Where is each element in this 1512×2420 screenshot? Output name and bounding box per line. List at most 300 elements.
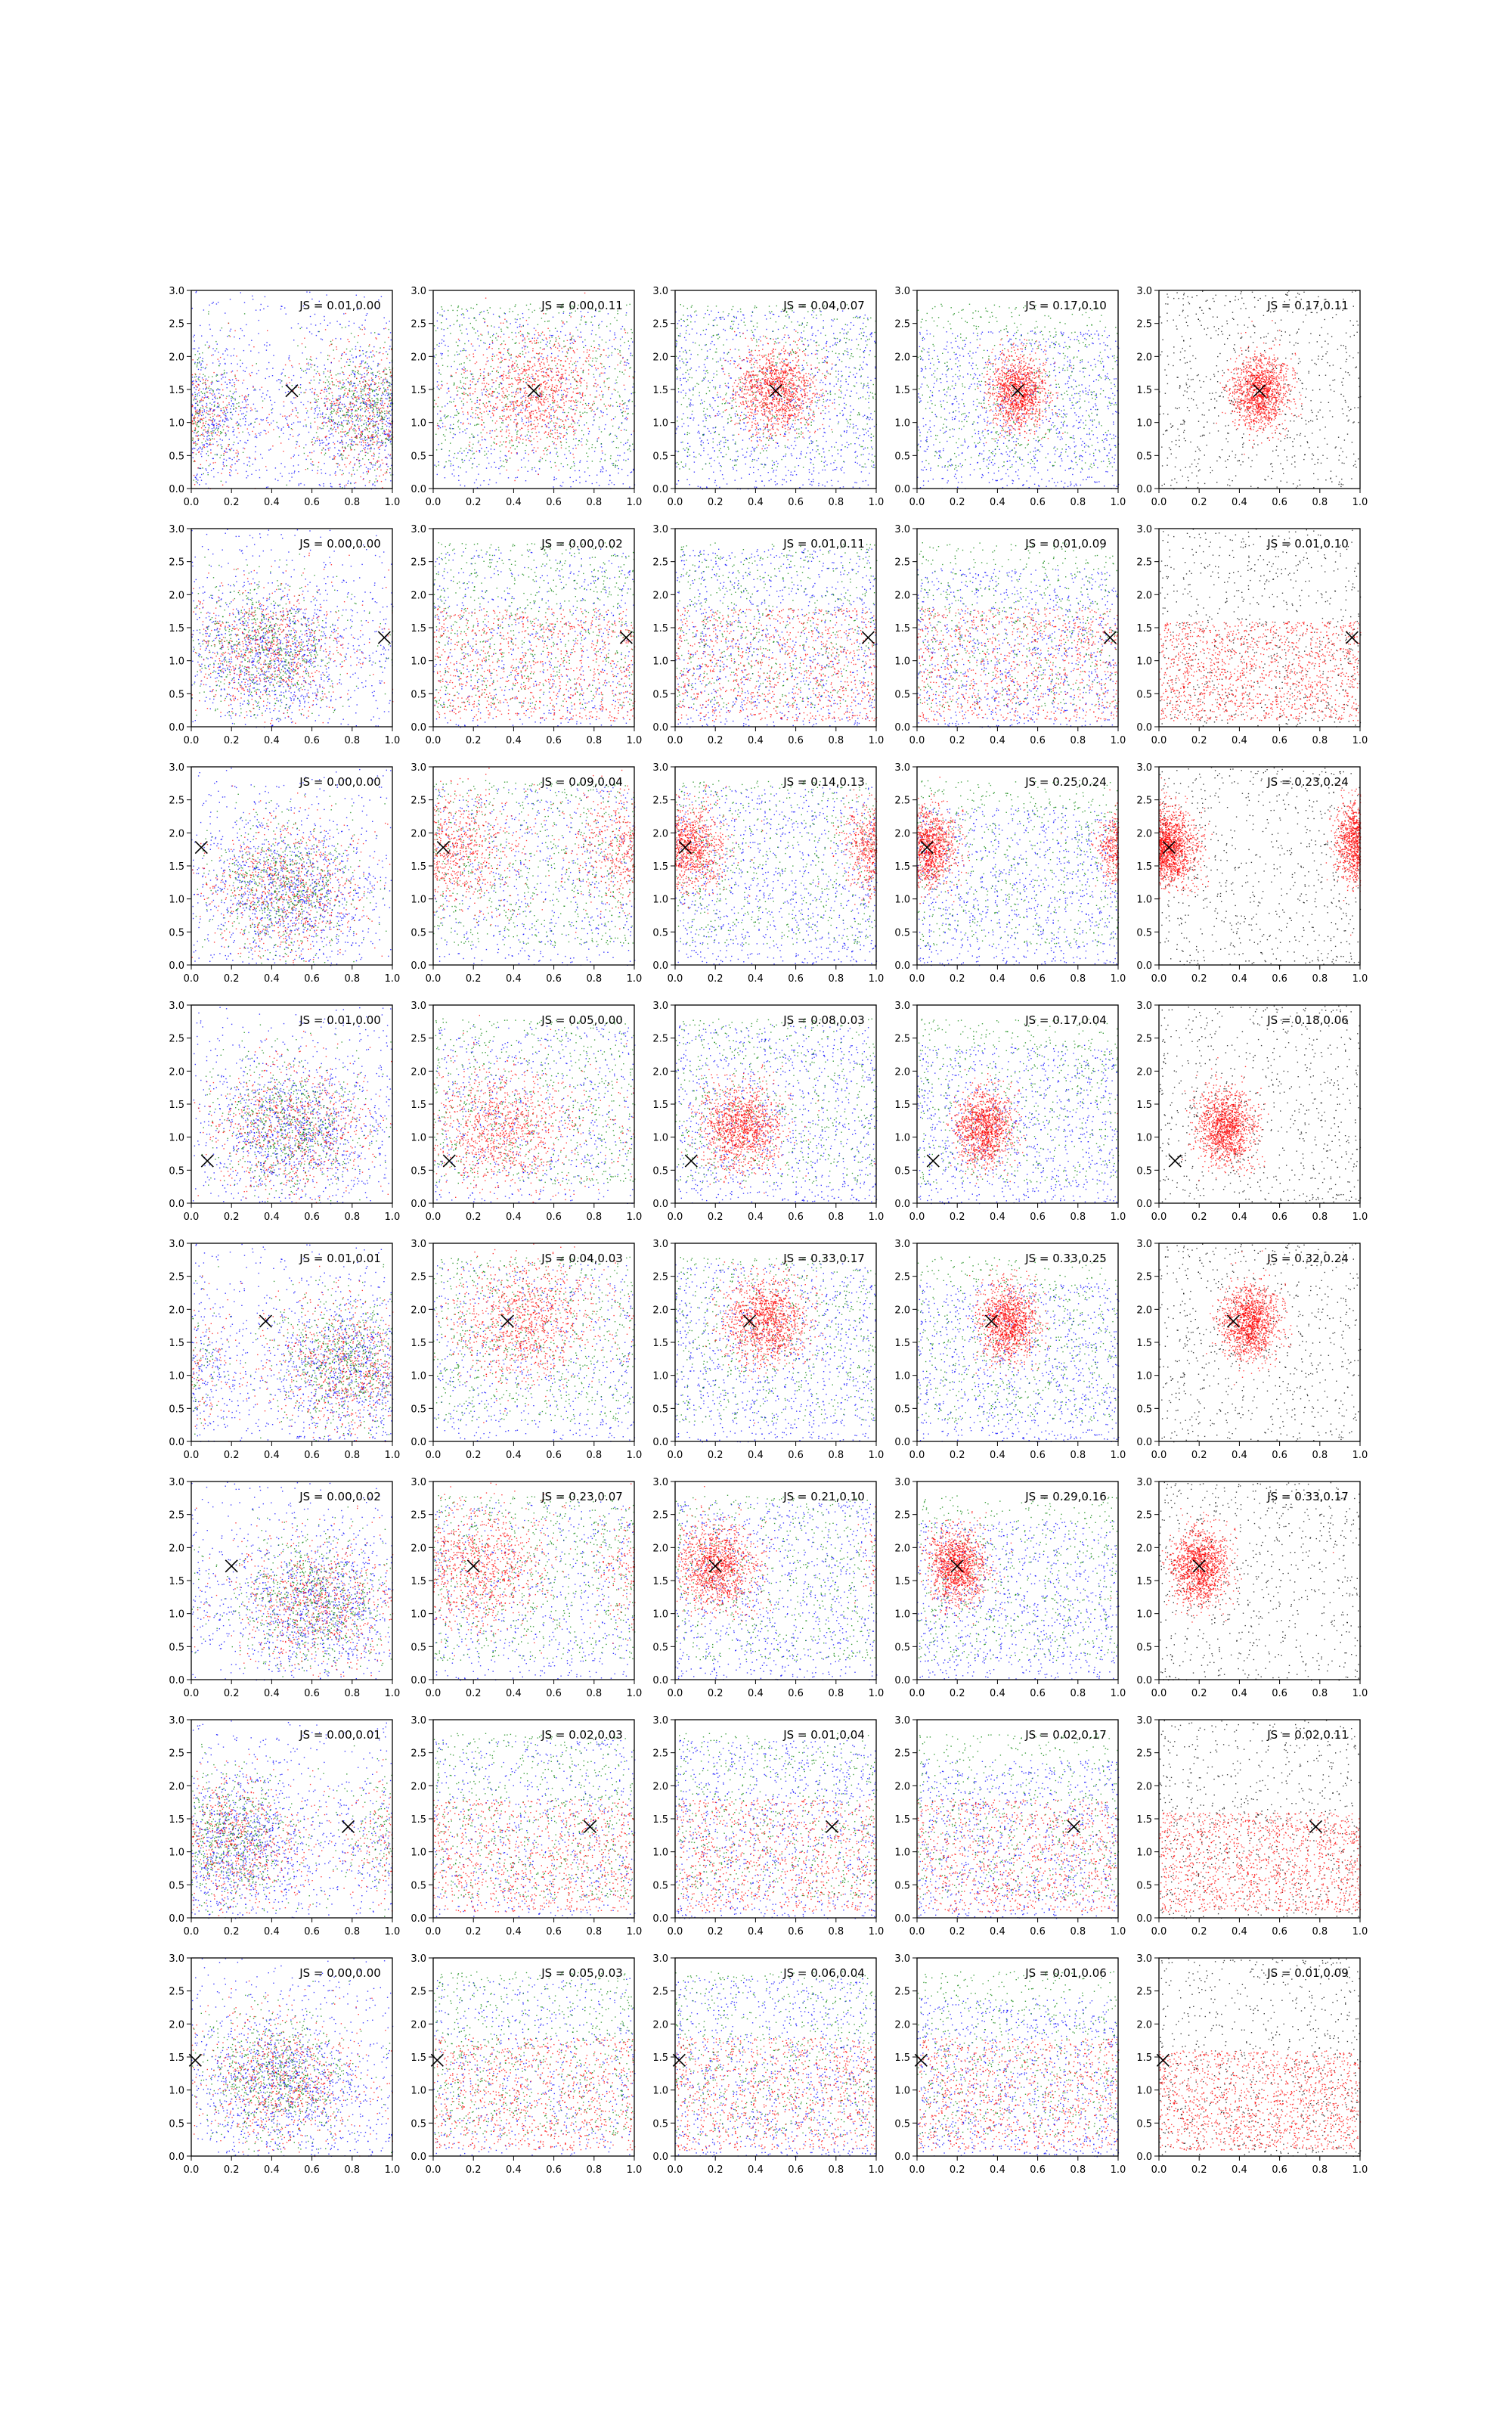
data-point xyxy=(197,384,198,385)
data-point xyxy=(237,473,238,474)
data-point xyxy=(203,473,204,474)
data-point xyxy=(369,386,370,387)
data-point xyxy=(310,423,311,424)
data-point xyxy=(361,391,362,392)
data-point xyxy=(385,457,386,458)
data-point xyxy=(335,423,336,424)
y-tick-label: 0.5 xyxy=(169,451,184,462)
data-point xyxy=(218,435,219,436)
data-point xyxy=(255,451,256,452)
data-point xyxy=(339,424,340,425)
data-point xyxy=(366,315,367,316)
data-point xyxy=(343,420,344,421)
data-point xyxy=(314,370,315,371)
data-point xyxy=(385,479,386,480)
data-point xyxy=(390,480,391,481)
data-point xyxy=(247,464,248,465)
data-point xyxy=(310,426,311,427)
data-point xyxy=(207,380,208,381)
data-point xyxy=(373,406,374,407)
data-point xyxy=(227,418,228,419)
data-point xyxy=(194,363,195,364)
data-point xyxy=(236,391,237,392)
data-point xyxy=(271,409,272,410)
data-point xyxy=(333,401,334,402)
data-point xyxy=(237,428,238,429)
data-point xyxy=(327,359,328,360)
data-point xyxy=(228,427,229,428)
data-point xyxy=(223,453,224,454)
data-point xyxy=(233,398,234,399)
data-point xyxy=(272,445,273,446)
data-point xyxy=(355,396,356,397)
data-point xyxy=(197,444,198,445)
data-point xyxy=(267,330,268,331)
data-point xyxy=(196,402,197,403)
data-point xyxy=(205,380,206,381)
data-point xyxy=(314,314,315,315)
data-point xyxy=(205,423,206,424)
data-point xyxy=(331,420,332,421)
data-point xyxy=(385,442,386,443)
data-point xyxy=(373,453,374,454)
data-point xyxy=(224,358,225,359)
data-point xyxy=(331,392,332,393)
data-point xyxy=(388,454,389,455)
data-point xyxy=(226,372,227,373)
data-point xyxy=(199,413,200,414)
data-point xyxy=(192,394,193,395)
data-point xyxy=(212,382,213,383)
data-point xyxy=(192,395,193,396)
data-point xyxy=(238,424,239,425)
data-point xyxy=(357,438,358,439)
data-point xyxy=(365,427,366,428)
data-point xyxy=(375,375,376,376)
data-point xyxy=(331,378,332,379)
data-point xyxy=(372,407,373,408)
data-point xyxy=(238,402,239,403)
data-point xyxy=(213,427,214,428)
data-point xyxy=(225,451,226,452)
data-point xyxy=(328,381,329,382)
data-point xyxy=(391,443,392,444)
data-point xyxy=(373,426,374,427)
data-point xyxy=(368,398,369,399)
data-point xyxy=(366,424,367,425)
data-point xyxy=(208,398,209,399)
data-point xyxy=(384,413,385,414)
data-point xyxy=(346,442,347,443)
data-point xyxy=(258,370,259,371)
data-point xyxy=(339,450,340,451)
data-point xyxy=(200,454,201,455)
data-point xyxy=(260,454,261,455)
data-point xyxy=(321,452,322,453)
data-point xyxy=(376,395,377,396)
data-point xyxy=(323,448,324,449)
data-point xyxy=(374,332,375,333)
data-point xyxy=(228,323,229,324)
data-point xyxy=(234,384,235,385)
data-point xyxy=(365,380,366,381)
data-point xyxy=(199,484,200,485)
data-point xyxy=(196,381,197,382)
data-point xyxy=(371,434,372,435)
data-point xyxy=(213,391,214,392)
data-point xyxy=(225,418,226,419)
data-point xyxy=(374,464,375,465)
data-point xyxy=(206,397,207,398)
data-point xyxy=(293,397,294,398)
data-point xyxy=(343,395,344,396)
data-point xyxy=(305,408,306,409)
data-point xyxy=(385,327,386,328)
data-point xyxy=(368,404,369,405)
data-point xyxy=(197,393,198,394)
data-point xyxy=(232,414,233,415)
data-point xyxy=(208,455,209,456)
data-point xyxy=(354,473,355,474)
data-point xyxy=(367,468,368,469)
data-point xyxy=(384,403,385,404)
data-point xyxy=(331,413,332,414)
y-tick-label: 3.0 xyxy=(169,286,184,297)
data-point xyxy=(279,389,280,390)
data-point xyxy=(369,431,370,432)
data-point xyxy=(261,419,262,420)
data-point xyxy=(213,418,214,419)
data-point xyxy=(379,352,380,353)
data-point xyxy=(299,394,300,395)
data-point xyxy=(329,399,330,400)
data-point xyxy=(255,436,256,437)
data-point xyxy=(226,460,227,461)
data-point xyxy=(365,442,366,443)
data-point xyxy=(332,384,333,385)
data-point xyxy=(192,452,193,453)
data-point xyxy=(330,419,331,420)
data-point xyxy=(384,419,385,420)
y-tick-label: 3.0 xyxy=(411,286,426,297)
data-point xyxy=(325,453,326,454)
data-point xyxy=(345,313,346,314)
data-point xyxy=(300,328,301,329)
data-point xyxy=(262,392,263,393)
data-point xyxy=(385,395,386,396)
data-point xyxy=(381,441,382,442)
data-point xyxy=(311,407,312,408)
data-point xyxy=(247,399,248,400)
data-point xyxy=(359,406,360,407)
data-point xyxy=(192,431,193,432)
data-point xyxy=(238,380,239,381)
data-point xyxy=(222,420,223,421)
data-point xyxy=(226,426,227,427)
data-point xyxy=(312,464,313,465)
y-tick-label: 0.5 xyxy=(411,451,426,462)
data-point xyxy=(194,460,195,461)
data-point xyxy=(281,380,282,381)
data-point xyxy=(319,427,320,428)
data-point xyxy=(390,468,391,469)
data-point xyxy=(238,406,239,407)
data-point xyxy=(247,429,248,430)
data-point xyxy=(206,460,207,461)
data-point xyxy=(348,378,349,379)
data-point xyxy=(341,454,342,455)
data-point xyxy=(194,362,195,363)
data-point xyxy=(373,409,374,410)
x-tick-label: 0.0 xyxy=(184,497,200,508)
data-point xyxy=(369,438,370,439)
data-point xyxy=(298,464,299,465)
data-point xyxy=(366,409,367,410)
data-point xyxy=(328,449,329,450)
y-tick-label: 0.0 xyxy=(169,484,184,495)
data-point xyxy=(192,448,193,449)
data-point xyxy=(361,324,362,325)
data-point xyxy=(358,397,359,398)
data-point xyxy=(263,419,264,420)
data-point xyxy=(344,434,345,435)
data-point xyxy=(391,384,392,385)
data-point xyxy=(209,390,210,391)
data-point xyxy=(195,441,196,442)
data-point xyxy=(387,435,388,436)
data-point xyxy=(376,404,377,405)
data-point xyxy=(360,403,361,404)
data-point xyxy=(377,462,378,463)
data-point xyxy=(246,477,247,478)
y-tick-label: 1.5 xyxy=(411,385,426,396)
data-point xyxy=(195,476,196,477)
data-point xyxy=(214,420,215,421)
data-point xyxy=(377,480,378,481)
data-point xyxy=(378,416,379,417)
data-point xyxy=(292,367,293,368)
data-point xyxy=(205,427,206,428)
data-point xyxy=(346,361,347,362)
data-point xyxy=(350,403,351,404)
data-point xyxy=(197,359,198,360)
data-point xyxy=(365,485,366,486)
data-point xyxy=(352,370,353,371)
data-point xyxy=(317,371,318,372)
data-point xyxy=(357,342,358,343)
data-point xyxy=(230,450,231,451)
data-point xyxy=(332,398,333,399)
data-point xyxy=(226,448,227,449)
data-point xyxy=(320,392,321,393)
x-tick-label: 0.4 xyxy=(506,497,522,508)
data-point xyxy=(371,356,372,357)
data-point xyxy=(308,432,309,433)
data-point xyxy=(293,375,294,376)
data-point xyxy=(212,390,213,391)
data-point xyxy=(384,382,385,383)
data-point xyxy=(253,389,254,390)
data-point xyxy=(389,411,390,412)
data-point xyxy=(332,421,333,422)
data-point xyxy=(298,471,299,472)
data-point xyxy=(212,444,213,445)
data-point xyxy=(212,430,213,431)
data-point xyxy=(369,406,370,407)
data-point xyxy=(233,450,234,451)
data-point xyxy=(260,309,261,310)
data-point xyxy=(330,344,331,345)
data-point xyxy=(354,416,355,417)
data-point xyxy=(342,384,343,385)
data-point xyxy=(343,415,344,416)
data-point xyxy=(193,348,194,349)
data-point xyxy=(214,414,215,415)
data-point xyxy=(384,391,385,392)
data-point xyxy=(196,481,197,482)
data-point xyxy=(349,359,350,360)
data-point xyxy=(201,474,202,475)
data-point xyxy=(204,393,205,394)
data-point xyxy=(354,405,355,406)
data-point xyxy=(334,443,335,444)
data-point xyxy=(331,486,332,487)
data-point xyxy=(369,428,370,429)
data-point xyxy=(379,453,380,454)
data-point xyxy=(202,412,203,413)
data-point xyxy=(322,428,323,429)
data-point xyxy=(255,389,256,390)
data-point xyxy=(338,422,339,423)
data-point xyxy=(230,469,231,470)
data-point xyxy=(301,370,302,371)
data-point xyxy=(329,387,330,388)
data-point xyxy=(334,410,335,411)
data-point xyxy=(272,408,273,409)
data-point xyxy=(209,440,210,441)
data-point xyxy=(197,449,198,450)
data-point xyxy=(230,417,231,418)
data-point xyxy=(380,388,381,389)
data-point xyxy=(317,440,318,441)
data-point xyxy=(252,431,253,432)
data-point xyxy=(268,449,269,450)
data-point xyxy=(343,473,344,474)
data-point xyxy=(369,392,370,393)
data-point xyxy=(388,411,389,412)
data-point xyxy=(206,387,207,388)
y-tick-label: 0.0 xyxy=(411,484,426,495)
data-point xyxy=(284,415,285,416)
data-point xyxy=(197,431,198,432)
data-point xyxy=(199,362,200,363)
data-point xyxy=(365,440,366,441)
data-point xyxy=(330,403,331,404)
data-point xyxy=(368,392,369,393)
data-point xyxy=(367,410,368,411)
data-point xyxy=(391,400,392,401)
data-point xyxy=(360,415,361,416)
data-point xyxy=(322,416,323,417)
data-point xyxy=(208,474,209,475)
data-point xyxy=(390,439,391,440)
data-point xyxy=(213,372,214,373)
data-point xyxy=(383,387,384,388)
data-point xyxy=(350,361,351,362)
data-point xyxy=(363,353,364,354)
data-point xyxy=(360,410,361,411)
data-point xyxy=(226,434,227,435)
data-point xyxy=(356,436,357,437)
data-point xyxy=(220,420,221,421)
data-point xyxy=(373,421,374,422)
data-point xyxy=(300,483,301,484)
data-point xyxy=(252,409,253,410)
data-point xyxy=(375,384,376,385)
data-point xyxy=(245,421,246,422)
data-point xyxy=(215,341,216,342)
data-point xyxy=(389,382,390,383)
data-point xyxy=(357,459,358,460)
data-point xyxy=(292,429,293,430)
data-point xyxy=(305,444,306,445)
data-point xyxy=(343,414,344,415)
data-point xyxy=(386,382,387,383)
data-point xyxy=(234,330,235,331)
data-point xyxy=(197,420,198,421)
data-point xyxy=(266,349,267,350)
data-point xyxy=(321,449,322,450)
data-point xyxy=(359,366,360,367)
data-point xyxy=(330,428,331,429)
data-point xyxy=(242,363,243,364)
data-point xyxy=(354,430,355,431)
data-point xyxy=(325,382,326,383)
data-point xyxy=(196,412,197,413)
data-point xyxy=(359,355,360,356)
data-point xyxy=(211,382,212,383)
data-point xyxy=(354,449,355,450)
data-point xyxy=(240,426,241,427)
data-point xyxy=(264,430,265,431)
data-point xyxy=(352,403,353,404)
data-point xyxy=(360,434,361,435)
data-point xyxy=(350,351,351,352)
data-point xyxy=(216,380,217,381)
data-point xyxy=(206,436,207,437)
data-point xyxy=(209,438,210,439)
data-point xyxy=(306,412,307,413)
data-point xyxy=(385,377,386,378)
data-point xyxy=(344,464,345,465)
data-point xyxy=(228,379,229,380)
data-point xyxy=(317,414,318,415)
data-point xyxy=(278,427,279,428)
data-point xyxy=(391,438,392,439)
data-point xyxy=(224,410,225,411)
data-point xyxy=(329,355,330,356)
data-point xyxy=(390,404,391,405)
data-point xyxy=(197,482,198,483)
data-point xyxy=(348,394,349,395)
data-point xyxy=(345,354,346,355)
data-point xyxy=(202,383,203,384)
data-point xyxy=(227,452,228,453)
data-point xyxy=(327,418,328,419)
data-point xyxy=(355,367,356,368)
data-point xyxy=(362,450,363,451)
data-point xyxy=(212,421,213,422)
